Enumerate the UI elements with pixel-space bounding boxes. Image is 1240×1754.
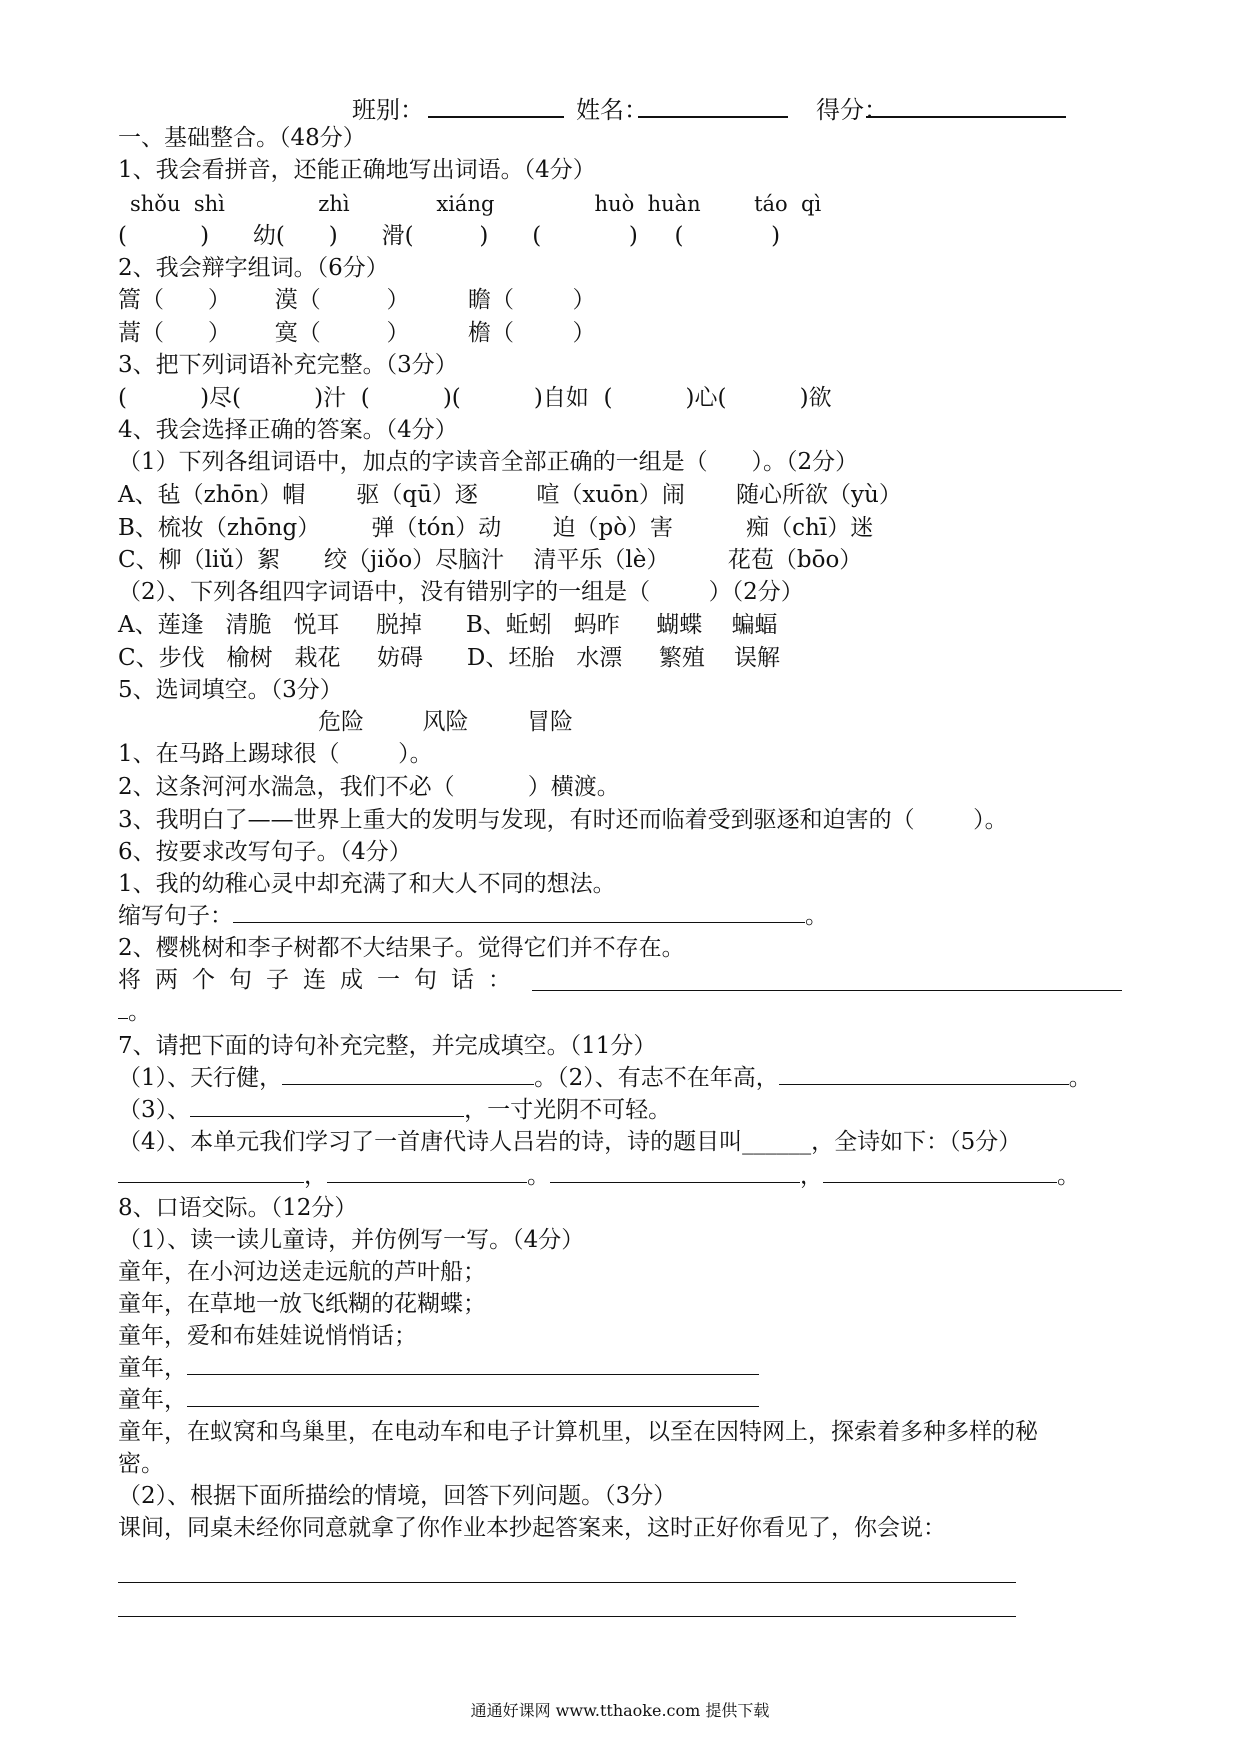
q8-part2-scenario: 课间，同桌未经你同意就拿了你作业本抄起答案来，这时正好你看见了，你会说： xyxy=(118,1515,946,1541)
q3-prompt: 3、把下列词语补充完整。（3分） xyxy=(118,352,458,378)
q8-prompt: 8、口语交际。（12分） xyxy=(118,1195,358,1221)
q8-poem-line2: 童年，在草地一放飞纸糊的花糊蝶； xyxy=(118,1291,486,1317)
class-label: 班别： xyxy=(352,96,424,124)
q4-option-b: B、梳妆（zhōng） 弹（tón）动 迫（pò）害 痴（chī）迷 xyxy=(118,515,874,541)
q6-item1-answer-line[interactable] xyxy=(233,900,805,923)
page-footer: 通通好课网 www.tthaoke.com 提供下载 xyxy=(470,1701,770,1720)
name-blank xyxy=(638,94,788,118)
q6-prompt: 6、按要求改写句子。（4分） xyxy=(118,839,412,865)
q4-prompt: 4、我会选择正确的答案。（4分） xyxy=(118,417,458,443)
q4-option-c: C、柳（liǔ）絮 绞（jiǒo）尽脑汁 清平乐（lè） 花苞（bōo） xyxy=(118,547,863,573)
q2-row2: 蒿（ ） 寞（ ） 檐（ ） xyxy=(118,320,596,346)
q8-poem-line1: 童年，在小河边送走远航的芦叶船； xyxy=(118,1259,486,1285)
q1-pinyin: shǒu shì zhì xiáng huò huàn táo qì xyxy=(130,192,822,216)
q4-part2-ab: A、莲逢 清脆 悦耳 脱掉 B、蚯蚓 蚂昨 蝴蝶 蝙蝠 xyxy=(118,612,778,638)
q7-poem-lines: ， 。 ， 。 xyxy=(118,1160,1080,1192)
q6-item1: 1、我的幼稚心灵中却充满了和大人不同的想法。 xyxy=(118,871,616,897)
q7-blank3[interactable] xyxy=(190,1094,464,1117)
q4-option-a: A、毡（zhōn）帽 驱（qū）逐 喧（xuōn）闹 随心所欲（yù） xyxy=(118,482,902,508)
q7-poem-blank3[interactable] xyxy=(550,1160,800,1183)
q8-part2: （2）、根据下面所描绘的情境，回答下列问题。（3分） xyxy=(118,1483,677,1509)
q8-answer-line1[interactable] xyxy=(187,1352,759,1375)
q7-poem-blank1[interactable] xyxy=(118,1160,304,1183)
q6-item2: 2、樱桃树和李子树都不大结果子。觉得它们并不存在。 xyxy=(118,935,685,961)
q8-part1: （1）、读一读儿童诗，并仿例写一写。（4分） xyxy=(118,1227,585,1253)
q7-item1: （1）、天行健， 。（2）、有志不在年高， 。 xyxy=(118,1062,1092,1094)
q5-word-bank: 危险 风险 冒险 xyxy=(318,709,573,735)
q5-item1: 1、在马路上踢球很（ ）。 xyxy=(118,741,433,767)
q7-prompt: 7、请把下面的诗句补充完整，并完成填空。（11分） xyxy=(118,1033,657,1059)
q3-row: ( )尽( )汁 ( )( )自如 ( )心( )欲 xyxy=(118,385,832,411)
q4-part2-cd: C、步伐 榆树 栽花 妨碍 D、坯胎 水漂 繁殖 误解 xyxy=(118,645,781,671)
q8-poem-line3: 童年，爱和布娃娃说悄悄话； xyxy=(118,1323,417,1349)
name-label: 姓名： xyxy=(576,96,648,124)
q4-part2: （2）、下列各组四字词语中，没有错别字的一组是（ ）（2分） xyxy=(118,579,804,605)
q7-poem-blank4[interactable] xyxy=(823,1160,1057,1183)
q7-blank2[interactable] xyxy=(779,1062,1069,1085)
q6-item2-answer-line[interactable] xyxy=(532,968,1122,991)
q1-blanks: ( ) 幼( ) 滑( ) ( ) ( ) xyxy=(118,223,781,249)
q5-item2: 2、这条河河水湍急，我们不必（ ）横渡。 xyxy=(118,774,620,800)
q8-poem-line6-cont: 密。 xyxy=(118,1451,164,1477)
q8-part2-answer-line2[interactable] xyxy=(118,1594,1016,1617)
q8-poem-line5: 童年， xyxy=(118,1384,759,1416)
q6-item1-end: 。 xyxy=(805,903,828,929)
q6-item1-label: 缩写句子： xyxy=(118,903,233,929)
q2-row1: 篙（ ） 漠（ ） 瞻（ ） xyxy=(118,287,596,313)
q8-poem-line6: 童年，在蚁窝和鸟巢里，在电动车和电子计算机里，以至在因特网上，探索着多种多样的秘 xyxy=(118,1419,1038,1445)
q7-poem-blank2[interactable] xyxy=(327,1160,527,1183)
q1-prompt: 1、我会看拼音，还能正确地写出词语。（4分） xyxy=(118,157,596,183)
q8-answer-line2[interactable] xyxy=(187,1384,759,1407)
q7-item3: （3）、 ，一寸光阴不可轻。 xyxy=(118,1094,671,1126)
q7-item4: （4）、本单元我们学习了一首唐代诗人吕岩的诗，诗的题目叫______，全诗如下：（5分） xyxy=(118,1129,1022,1155)
q5-prompt: 5、选词填空。（3分） xyxy=(118,677,343,703)
q2-prompt: 2、我会辩字组词。（6分） xyxy=(118,255,389,281)
q8-part2-answer-line1[interactable] xyxy=(118,1560,1016,1583)
score-label: 得分： xyxy=(816,96,888,124)
section-heading: 一、基础整合。（48分） xyxy=(118,125,366,151)
q6-item2-end: 。 xyxy=(118,996,151,1028)
q8-poem-line4: 童年， xyxy=(118,1352,759,1384)
q7-blank1[interactable] xyxy=(282,1062,534,1085)
q6-item2-label: 将两个句子连成一句话： xyxy=(118,967,525,993)
score-blank xyxy=(866,94,1066,118)
q6-item1-task xyxy=(118,900,828,932)
q5-item3: 3、我明白了——世界上重大的发明与发现，有时还而临着受到驱逐和迫害的（ ）。 xyxy=(118,807,1008,833)
q4-part1: （1）下列各组词语中，加点的字读音全部正确的一组是（ ）。（2分） xyxy=(118,449,859,475)
class-blank xyxy=(428,94,564,118)
